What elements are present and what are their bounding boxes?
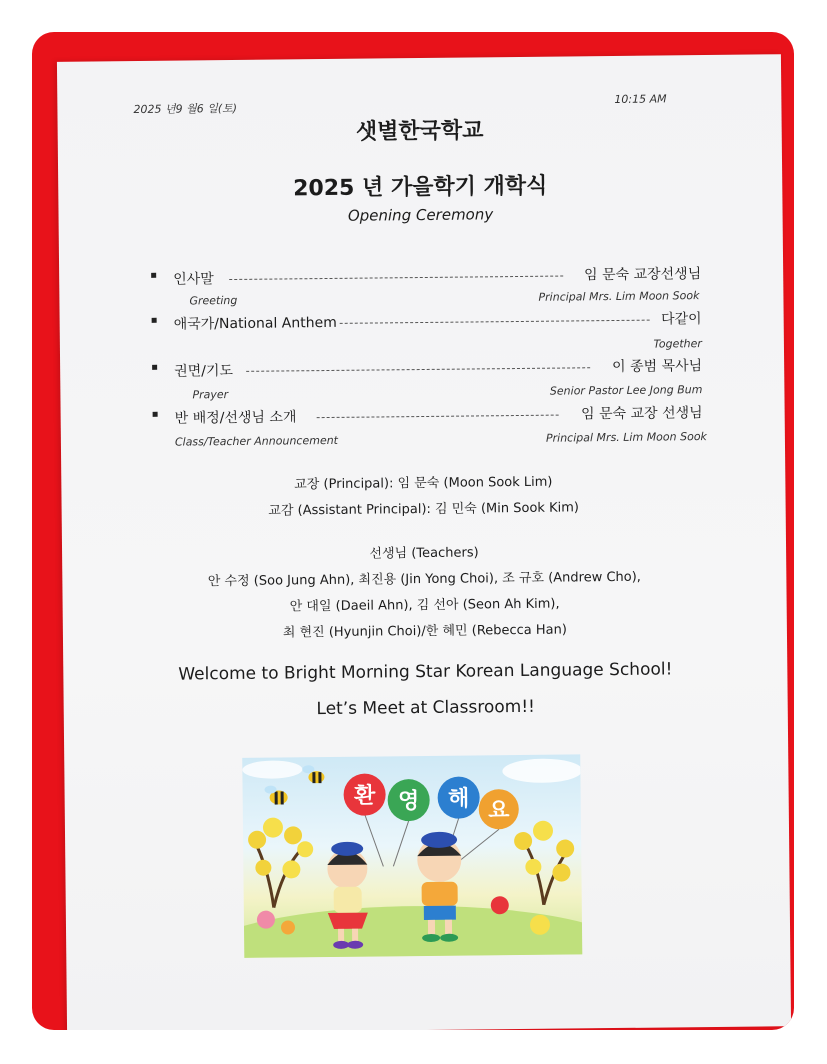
program-item-label: 반 배정/선생님 소개 (174, 409, 297, 427)
bullet-icon (151, 273, 156, 278)
program-item-prayer (152, 355, 702, 381)
program-item-leader: 다같이 (661, 311, 702, 328)
program-item-label: 애국가/National Anthem (173, 314, 337, 333)
leader-dots (246, 367, 590, 372)
welcome-illustration-art (242, 754, 582, 958)
school-name: 샛별한국학교 (355, 118, 484, 145)
teachers-line: 안 수정 (Soo Jung Ahn), 최진용 (Jin Yong Choi), 조 규호 (Andrew Cho), (207, 569, 641, 590)
red-background (32, 32, 794, 1030)
program-sheet (57, 54, 791, 1030)
principal-line: 교장 (Principal): 임 문숙 (Moon Sook Lim) (294, 474, 553, 493)
program-item-leader: 임 문숙 교장 선생님 (581, 405, 703, 423)
program-item-greeting (151, 263, 701, 289)
program-item-leader-en: Principal Mrs. Lim Moon Sook (545, 430, 707, 445)
balloon-letter: 해 (447, 786, 470, 812)
program-item-leader-en: Senior Pastor Lee Jong Bum (549, 383, 703, 398)
program-item-label-en: Greeting (189, 293, 238, 308)
leader-dots (340, 320, 650, 324)
bullet-icon (153, 412, 158, 417)
event-title: 2025 년 가을학기 개학식 (293, 173, 548, 202)
leader-dots (317, 415, 559, 419)
program-item-label-en: Prayer (192, 388, 229, 402)
date-text: 2025 년9 월6 일(토) (133, 101, 238, 117)
program-item-label-en: Class/Teacher Announcement (174, 433, 339, 449)
teachers-line: 안 대일 (Daeil Ahn), 김 선아 (Seon Ah Kim), (289, 596, 560, 615)
program-item-leader: 임 문숙 교장선생님 (584, 266, 702, 284)
balloon-letter: 환 (353, 783, 376, 809)
program-item-class-announcement (153, 402, 703, 428)
program-item-leader: 이 종범 목사님 (612, 358, 703, 376)
leader-dots (229, 276, 563, 280)
program-item-leader-en: Principal Mrs. Lim Moon Sook (538, 289, 700, 304)
balloon-letter: 영 (397, 789, 420, 815)
program-item-leader-en: Together (653, 337, 702, 351)
bullet-icon (152, 318, 157, 323)
teachers-heading: 선생님 (Teachers) (369, 545, 479, 562)
program-item-anthem (152, 308, 702, 334)
bullet-icon (152, 365, 157, 370)
teachers-line: 최 현진 (Hyunjin Choi)/한 혜민 (Rebecca Han) (282, 622, 568, 641)
time-text: 10:15 AM (614, 92, 667, 106)
welcome-line: Welcome to Bright Morning Star Korean Language School! (178, 659, 673, 685)
meet-line: Let’s Meet at Classroom!! (316, 696, 536, 720)
program-item-label: 인사말 (173, 271, 214, 288)
program-item-label: 권면/기도 (174, 362, 234, 380)
event-subtitle: Opening Ceremony (347, 205, 494, 225)
assistant-principal-line: 교감 (Assistant Principal): 김 민숙 (Min Sook Kim) (268, 500, 579, 519)
balloon-letter: 요 (488, 798, 510, 824)
welcome-illustration (242, 754, 582, 958)
